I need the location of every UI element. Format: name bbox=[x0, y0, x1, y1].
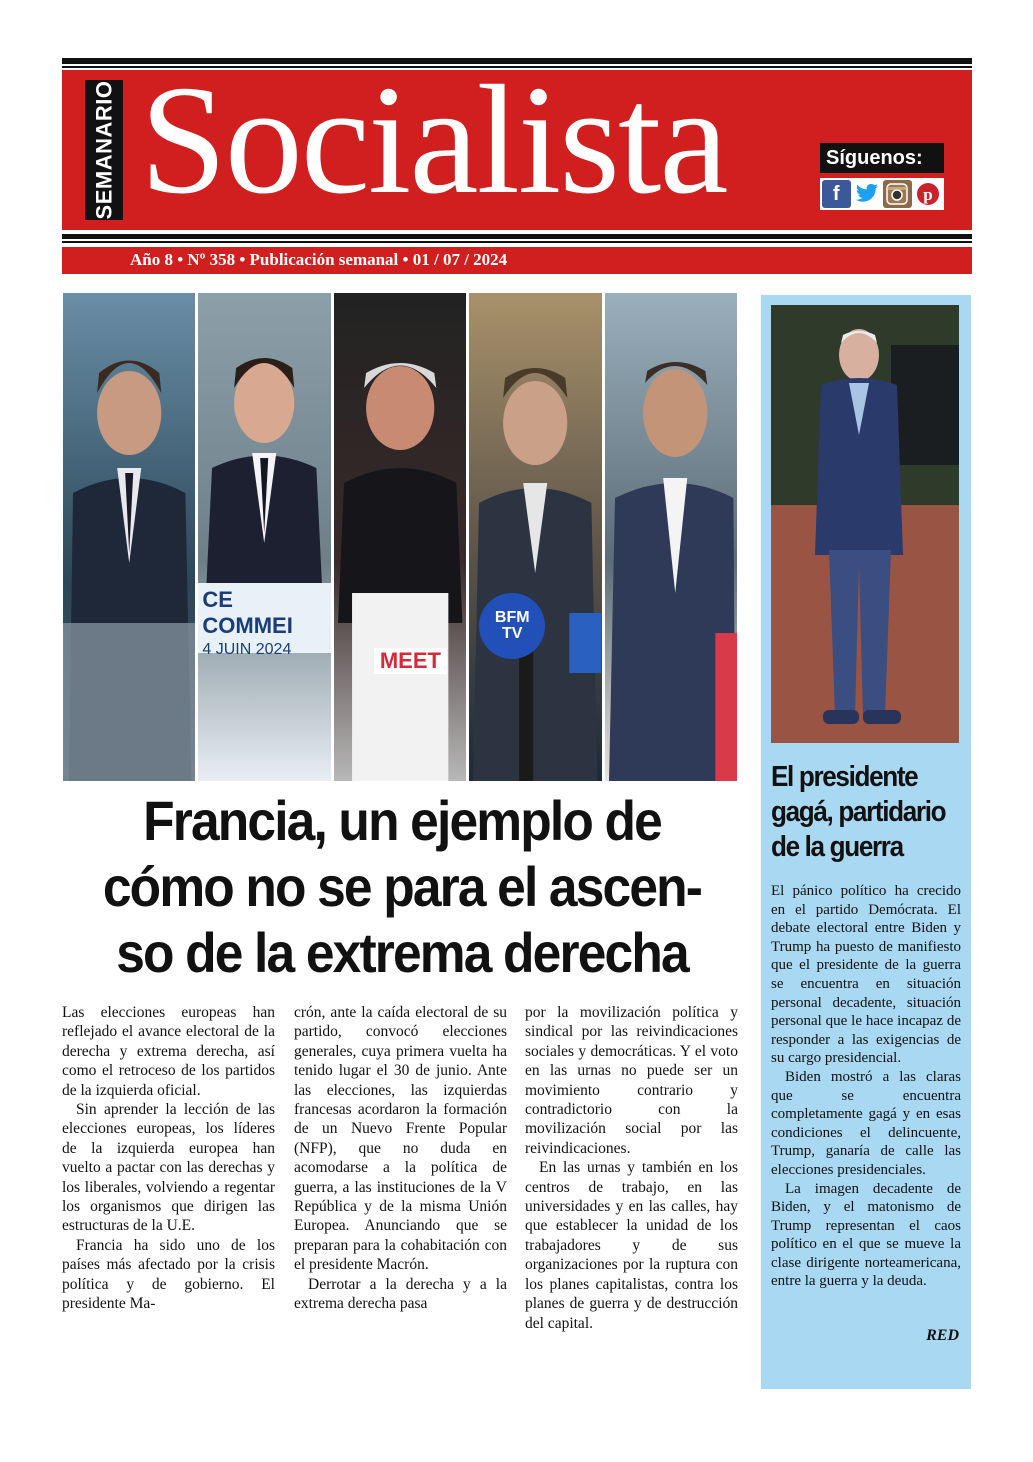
paragraph: La imagen decadente de Biden, y el matonismo de Trump representan el caos político en el que se mueve la clase dirigente norteamericana, entre la guerra y la deuda. bbox=[771, 1180, 961, 1290]
politician-photo-1 bbox=[63, 293, 195, 781]
microphone-logo: BFM TV bbox=[479, 593, 545, 659]
sidebar-headline: El presidente gagá, partidario de la guerra bbox=[771, 761, 946, 863]
signature: RED bbox=[926, 1327, 959, 1344]
photo-banner: CE COMMEI 4 JUIN 2024 bbox=[198, 583, 330, 653]
social-icons bbox=[820, 178, 944, 210]
issue-info: Año 8 • Nº 358 • Publicación semanal • 01 / 07 / 2024 bbox=[130, 250, 508, 269]
paragraph: Las elecciones europeas han reflejado el avance electoral de la derecha y extrema derecha, así como el retroceso de los partidos de la izquierda oficial. bbox=[62, 1004, 275, 1099]
svg-text:p: p bbox=[923, 185, 933, 204]
semanario-label: SEMANARIO bbox=[85, 80, 123, 220]
newspaper-title: Socialista bbox=[140, 53, 727, 226]
twitter-icon[interactable] bbox=[853, 180, 882, 208]
paragraph: Derrotar a la derecha y a la extrema derecha pasa bbox=[294, 1275, 507, 1313]
politician-photo-4 bbox=[469, 293, 601, 781]
article-column-3 bbox=[525, 1003, 738, 1333]
meet-sign: MEET bbox=[374, 648, 447, 674]
politician-photo-5 bbox=[605, 293, 737, 781]
paragraph: crón, ante la caída electoral de su partido, convocó elecciones generales, cuya primera vuelta ha tenido lugar el 30 de junio. Ante las elecciones, las izquierdas francesas acordaron la formación de un Nuevo Frente Popular (NFP), que no duda en acomodarse a la política de guerra, a las instituciones de la V República y de la misma Unión Europea. Anunciando que se preparan para la cohabitación con el presidente Macrón. bbox=[294, 1004, 507, 1274]
paragraph: por la movilización política y sindical por las reivindicaciones sociales y democráticas. Y el voto en las urnas no puede ser un movimiento contrario y contradictorio con la movilización social por las reivindicaciones. bbox=[525, 1004, 738, 1157]
sidebar-body bbox=[771, 882, 961, 1291]
paragraph: El pánico político ha crecido en el partido Demócrata. El debate electoral entre Biden y Trump ha puesto de manifiesto que el presidente de la guerra se encuentra en situación personal decadente, situación personal que le hace incapaz de responder a las exigencias de su cargo presidencial. bbox=[771, 883, 961, 1067]
bottom-rule-thin bbox=[62, 241, 972, 243]
hero-photo-strip bbox=[63, 293, 737, 781]
pinterest-icon[interactable] bbox=[914, 180, 943, 208]
politician-photo-2 bbox=[198, 293, 330, 781]
paragraph: En las urnas y también en los centros de trabajo, en las universidades y en las calles, hay que establecer la unidad de los trabajadores y de sus organizaciones por la ruptura con los planes capitalistas, contra los planes de guerra y de destrucción del capital. bbox=[525, 1159, 738, 1332]
paragraph: Sin aprender la lección de las elecciones europeas, los líderes de la izquierda europea han vuelto a pactar con las derechas y los liberales, volviendo a regentar los organismos que dirigen las estructuras de la U.E. bbox=[62, 1101, 275, 1235]
sidebar-box bbox=[761, 295, 971, 1389]
issue-info-bar bbox=[62, 247, 972, 274]
article-column-2 bbox=[294, 1003, 507, 1314]
sidebar-photo bbox=[771, 305, 959, 743]
bottom-rule bbox=[62, 234, 972, 239]
facebook-icon[interactable]: f bbox=[822, 180, 851, 208]
follow-label: Síguenos: bbox=[820, 143, 944, 173]
paragraph: Francia ha sido uno de los países más afectado por la crisis política y de gobierno. El presidente Ma- bbox=[62, 1236, 275, 1313]
politician-photo-3 bbox=[334, 293, 466, 781]
article-column-1 bbox=[62, 1003, 275, 1314]
paragraph: Biden mostró a las claras que se encuentra completamente gagá y en esas condiciones el delincuente, Trump, ganaría de calle las elecciones presidenciales. bbox=[771, 1068, 961, 1178]
instagram-icon[interactable] bbox=[883, 180, 912, 208]
main-headline: Francia, un ejemplo de cómo no se para el ascen-so de la extrema derecha bbox=[102, 789, 702, 984]
